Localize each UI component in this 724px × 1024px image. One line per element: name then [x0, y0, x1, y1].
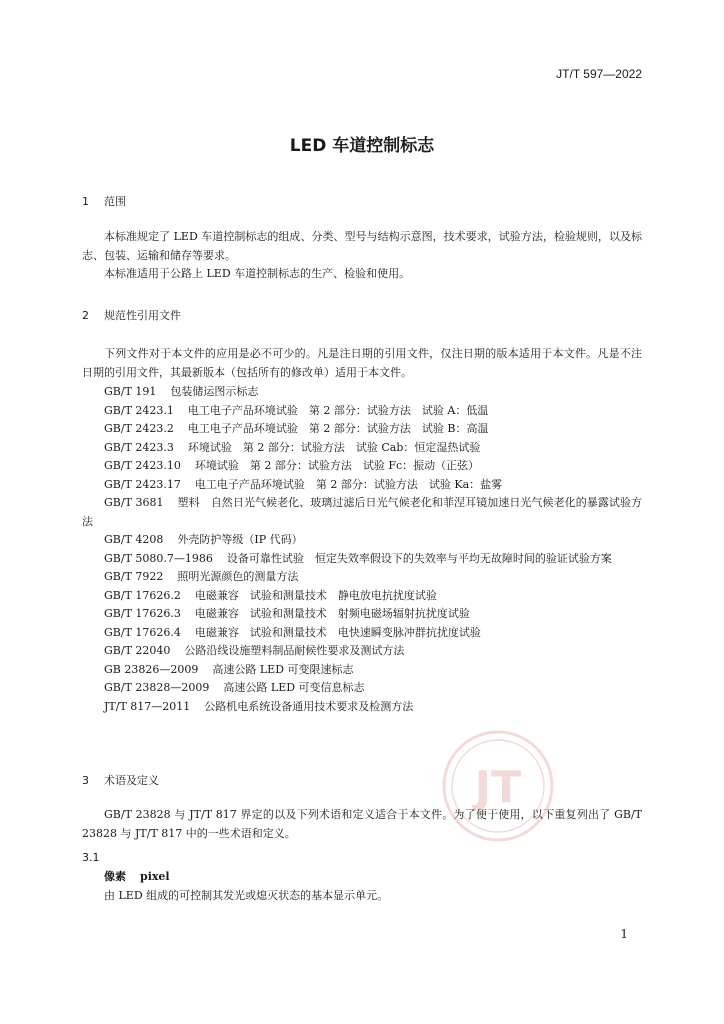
reference-code: GB/T 4208 — [104, 533, 164, 546]
reference-code: GB/T 2423.3 — [104, 440, 174, 454]
reference-code: GB 23826—2009 — [104, 662, 199, 676]
section-2-intro: 下列文件对于本文件的应用是必不可少的。凡是注日期的引用文件，仅注日期的版本适用于本文件。凡是不注日期的引用文件，其最新版本（包括所有的修改单）适用于本文件。 — [82, 347, 642, 379]
reference-item — [82, 457, 642, 476]
section-1-paragraph-1: 本标准规定了 LED 车道控制标志的组成、分类、型号与结构示意图，技术要求，试验方法，检验规则，以及标志、包装、运输和储存等要求。 — [82, 230, 642, 262]
reference-code: GB/T 2423.1 — [104, 403, 174, 417]
reference-code: GB/T 22040 — [104, 644, 171, 657]
section-3-intro: GB/T 23828 与 JT/T 817 界定的以及下列术语和定义适合于本文件。为了便于使用，以下重复列出了 GB/T 23828 与 JT/T 817 中的一些术语和定义。 — [82, 808, 642, 840]
reference-code: GB/T 23828—2009 — [104, 681, 210, 694]
seal-text: JT — [474, 762, 522, 813]
reference-item — [82, 568, 642, 587]
reference-title: 设备可靠性试验 恒定失效率假设下的失效率与平均无故障时间的验证试验方案 — [226, 551, 612, 565]
reference-title: 电工电子产品环境试验 第 2 部分：试验方法 试验 Ka：盐雾 — [194, 477, 503, 491]
reference-code: GB/T 2423.17 — [104, 477, 181, 491]
reference-code: GB/T 5080.7—1986 — [104, 551, 213, 565]
reference-code: GB/T 17626.4 — [104, 625, 181, 639]
term-definition: 由 LED 组成的可控制其发光或熄灭状态的基本显示单元。 — [104, 889, 389, 902]
reference-code: GB/T 7922 — [104, 570, 164, 583]
normative-references-list — [82, 383, 642, 716]
section-1-paragraph-2: 本标准适用于公路上 LED 车道控制标志的生产、检验和使用。 — [104, 267, 411, 280]
reference-title: 公路机电系统设备通用技术要求及检测方法 — [204, 699, 414, 713]
section-3-title: 术语及定义 — [104, 774, 159, 787]
reference-item — [82, 587, 642, 606]
reference-item — [82, 402, 642, 421]
reference-item — [82, 383, 642, 402]
reference-item — [82, 605, 642, 624]
page-number: 1 — [620, 927, 628, 941]
term-name-en: pixel — [140, 870, 170, 883]
section-1-number: 1 — [82, 195, 89, 208]
reference-title: 电磁兼容 试验和测量技术 电快速瞬变脉冲群抗扰度试验 — [194, 625, 481, 639]
document-code: JT/T 597—2022 — [556, 67, 642, 81]
reference-item — [82, 476, 642, 495]
reference-title: 高速公路 LED 可变限速标志 — [212, 662, 354, 676]
reference-item — [82, 494, 642, 531]
reference-title: 外壳防护等级（IP 代码） — [177, 533, 303, 546]
reference-title: 塑料 自然日光气候老化、玻璃过滤后日光气候老化和菲涅耳镜加速日光气候老化的暴露试验方法 — [82, 496, 642, 528]
section-2-number: 2 — [82, 309, 89, 322]
section-1-heading — [82, 193, 126, 209]
reference-title: 电磁兼容 试验和测量技术 射频电磁场辐射抗扰度试验 — [194, 607, 470, 620]
reference-title: 照明光源颜色的测量方法 — [177, 570, 299, 583]
section-3-heading — [82, 772, 159, 788]
reference-title: 电工电子产品环境试验 第 2 部分：试验方法 试验 A：低温 — [187, 403, 489, 417]
reference-item — [82, 420, 642, 439]
reference-title: 包装储运图示标志 — [170, 385, 259, 398]
reference-code: GB/T 191 — [104, 385, 157, 398]
document-title: LED 车道控制标志 — [289, 136, 435, 156]
reference-title: 环境试验 第 2 部分：试验方法 试验 Cab：恒定湿热试验 — [187, 440, 481, 454]
reference-item — [82, 698, 642, 717]
section-2-heading — [82, 307, 181, 323]
reference-code: GB/T 17626.2 — [104, 588, 181, 602]
reference-item — [82, 679, 642, 698]
reference-code: GB/T 17626.3 — [104, 607, 181, 620]
section-1-title: 范围 — [104, 195, 126, 208]
reference-item — [82, 624, 642, 643]
term-name-cn: 像素 — [104, 870, 126, 883]
reference-title: 高速公路 LED 可变信息标志 — [223, 681, 365, 694]
reference-item — [82, 550, 642, 569]
reference-title: 电工电子产品环境试验 第 2 部分：试验方法 试验 B：高温 — [187, 422, 489, 435]
term-number: 3.1 — [82, 851, 100, 864]
reference-title: 电磁兼容 试验和测量技术 静电放电抗扰度试验 — [194, 588, 437, 602]
term-name — [104, 868, 170, 884]
reference-code: GB/T 3681 — [104, 496, 164, 509]
reference-item — [82, 531, 642, 550]
reference-code: GB/T 2423.2 — [104, 422, 174, 435]
reference-item — [82, 642, 642, 661]
section-2-title: 规范性引用文件 — [104, 309, 181, 322]
reference-item — [82, 439, 642, 458]
reference-item — [82, 661, 642, 680]
reference-code: GB/T 2423.10 — [104, 459, 181, 472]
reference-code: JT/T 817—2011 — [104, 699, 191, 713]
reference-title: 公路沿线设施塑料制品耐候性要求及测试方法 — [184, 644, 405, 657]
section-3-number: 3 — [82, 774, 89, 787]
reference-title: 环境试验 第 2 部分：试验方法 试验 Fc：振动（正弦） — [194, 459, 480, 472]
